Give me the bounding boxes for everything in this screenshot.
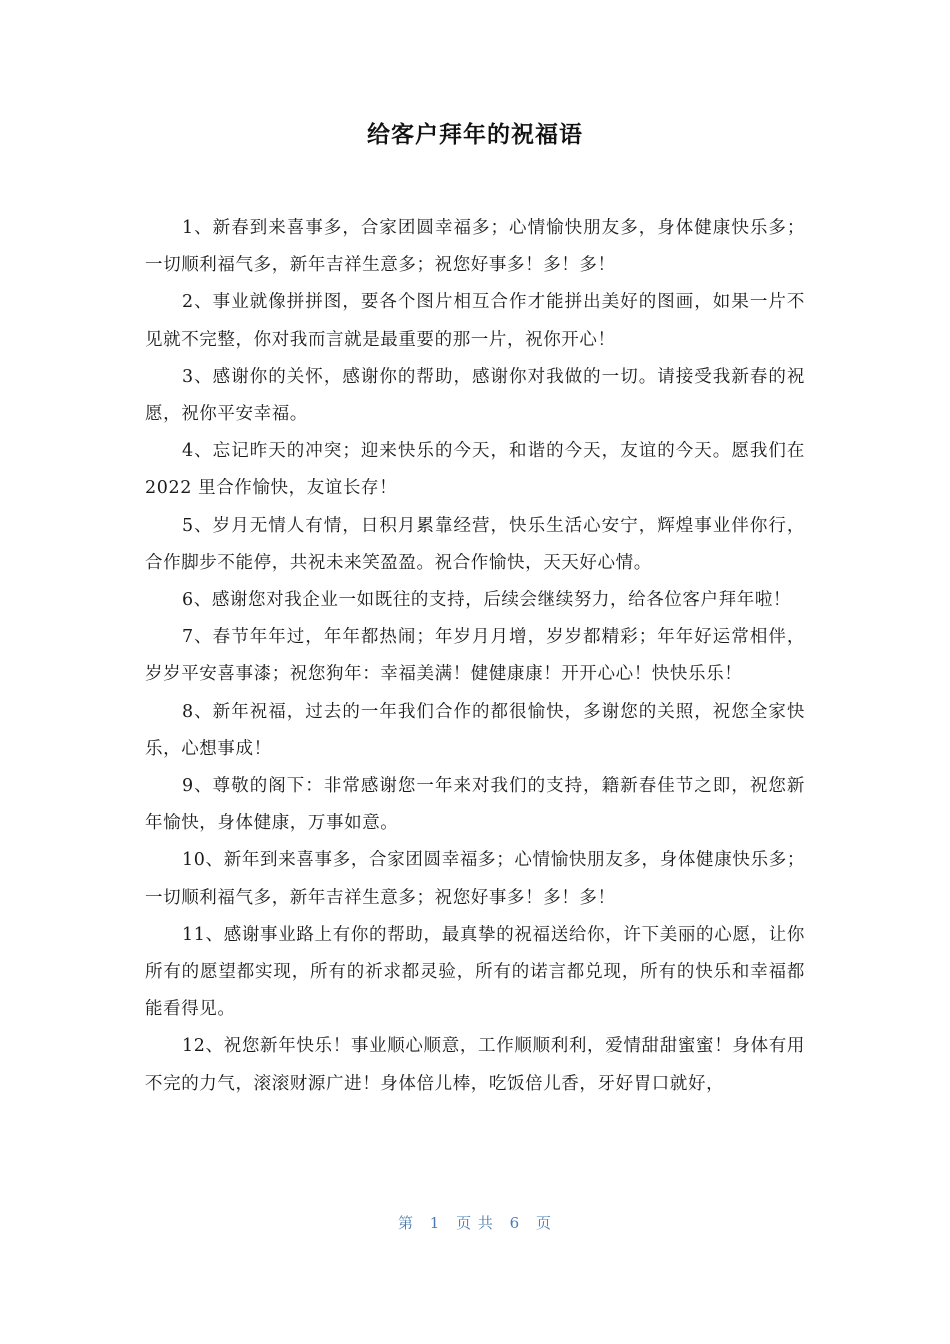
page-footer — [0, 1212, 950, 1233]
paragraph-12: 12、祝您新年快乐！事业顺心顺意，工作顺顺利利，爱情甜甜蜜蜜！身体有用不完的力气，滚滚财源广进！身体倍儿棒，吃饭倍儿香，牙好胃口就好， — [145, 1036, 805, 1094]
paragraph-3: 3、感谢你的关怀，感谢你的帮助，感谢你对我做的一切。请接受我新春的祝愿，祝你平安幸福。 — [145, 366, 805, 425]
paragraph-2: 2、事业就像拼拼图，要各个图片相互合作才能拼出美好的图画，如果一片不见就不完整，你对我而言就是最重要的那一片，祝你开心！ — [145, 292, 805, 350]
paragraph-1: 1、新春到来喜事多，合家团圆幸福多；心情愉快朋友多，身体健康快乐多；一切顺利福气多，新年吉祥生意多；祝您好事多！多！多！ — [145, 218, 805, 276]
document-body — [145, 210, 805, 1103]
paragraph-10: 10、新年到来喜事多，合家团圆幸福多；心情愉快朋友多，身体健康快乐多；一切顺利福气多，新年吉祥生意多；祝您好事多！多！多！ — [145, 850, 805, 908]
paragraph-5: 5、岁月无情人有情，日积月累靠经营，快乐生活心安宁，辉煌事业伴你行，合作脚步不能停，共祝未来笑盈盈。祝合作愉快，天天好心情。 — [145, 515, 805, 573]
footer-current-page: 1 — [429, 1214, 441, 1232]
document-title: 给客户拜年的祝福语 — [367, 122, 583, 148]
paragraph-6: 6、感谢您对我企业一如既往的支持，后续会继续努力，给各位客户拜年啦！ — [182, 590, 792, 611]
footer-total-pages: 6 — [509, 1214, 521, 1232]
footer-middle: 页 共 — [456, 1214, 494, 1232]
paragraph-9: 9、尊敬的阁下：非常感谢您一年来对我们的支持，籍新春佳节之即，祝您新年愉快，身体健康，万事如意。 — [145, 776, 805, 834]
paragraph-11: 11、感谢事业路上有你的帮助，最真挚的祝福送给你，许下美丽的心愿，让你所有的愿望都实现，所有的祈求都灵验，所有的诺言都兑现，所有的快乐和幸福都能看得见。 — [145, 924, 805, 1020]
paragraph-7: 7、春节年年过，年年都热闹；年岁月月增，岁岁都精彩；年年好运常相伴，岁岁平安喜事漆；祝您狗年：幸福美满！健健康康！开开心心！快快乐乐！ — [145, 627, 805, 685]
paragraph-4: 4、忘记昨天的冲突；迎来快乐的今天，和谐的今天，友谊的今天。愿我们在 2022 里合作愉快，友谊长存！ — [145, 441, 805, 499]
paragraph-8: 8、新年祝福，过去的一年我们合作的都很愉快，多谢您的关照，祝您全家快乐，心想事成！ — [145, 701, 805, 759]
footer-prefix: 第 — [397, 1214, 414, 1232]
footer-suffix: 页 — [536, 1214, 553, 1232]
